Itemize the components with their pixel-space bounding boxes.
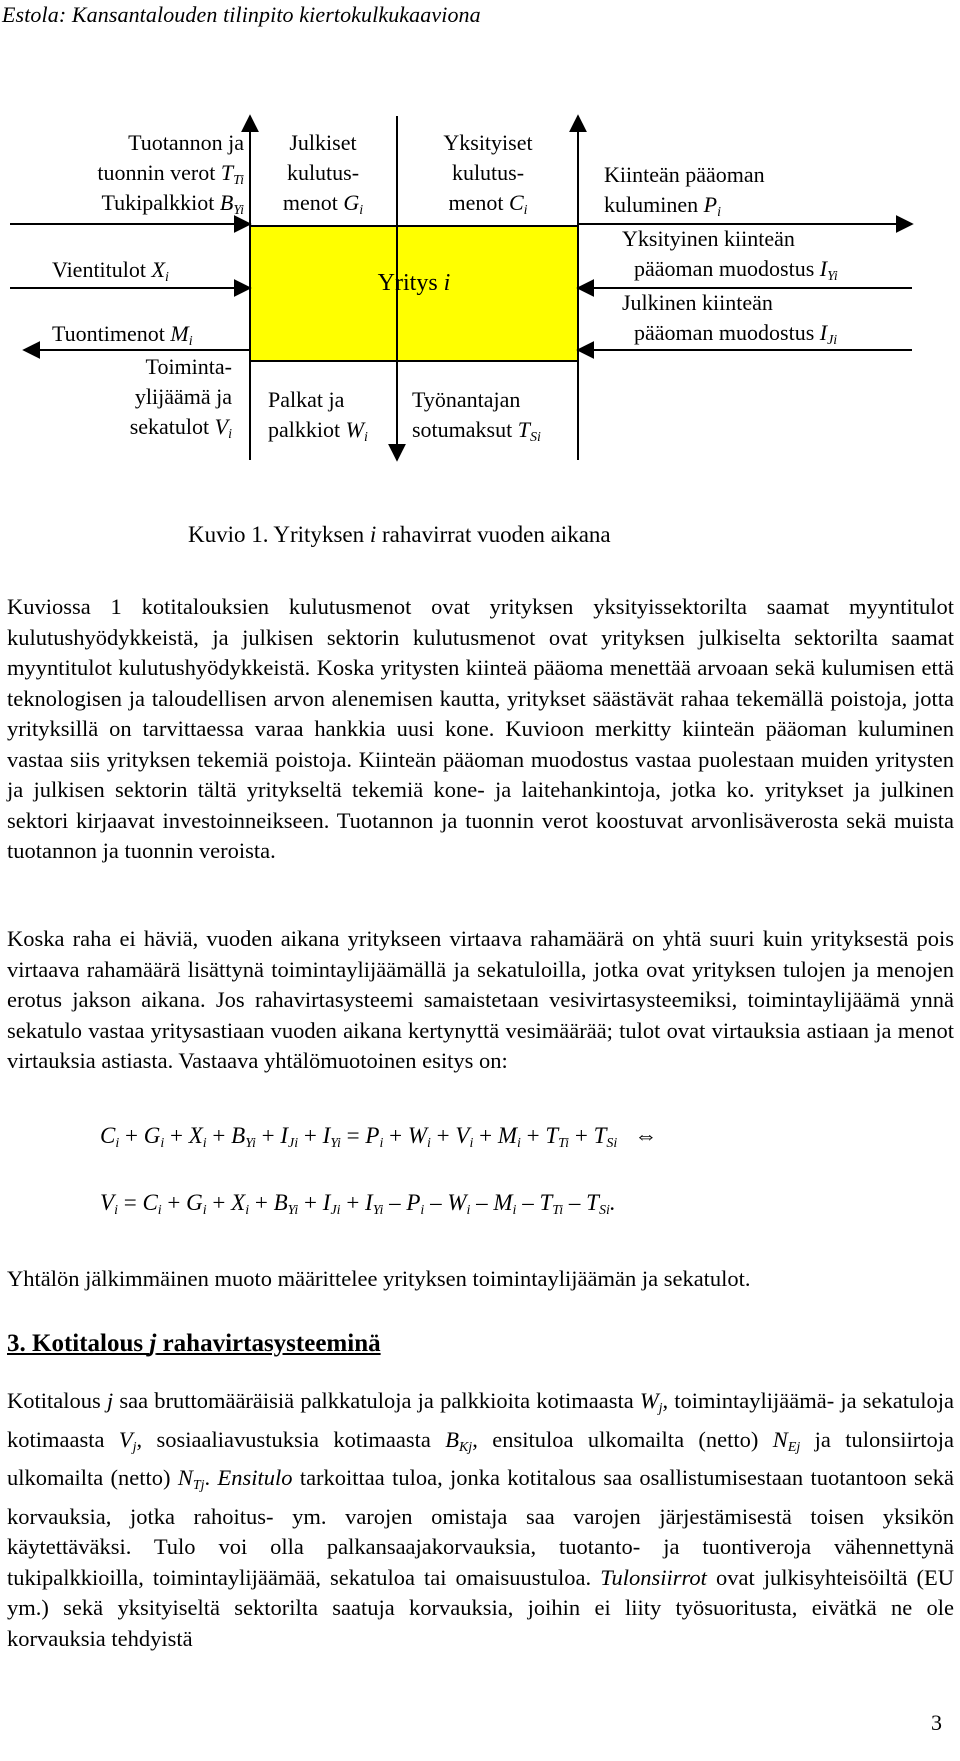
paragraph-4: Kotitalous j saa bruttomääräisiä palkkatuloja ja palkkioita kotimaasta $W_j$, toimintaylijäämä- ja sekatuloja kotimaasta $V_j$, sosiaaliavustuksia kotimaasta $B_{Kj}$, ensituloa ulkomailta (netto) $N_{Ej}$ ja tulonsiirtoja ulkomailta (netto) $N_{Tj}$. Ensitulo tarkoittaa tuloa, jonka kotitalous saa osallistumisestaan tuotantoon sekä korvauksia, jotka rahoitus- ym. varojen omistaja saa varojen järjestämisestä toisen yksikön käytettäväksi. Tulo voi olla palkansaajakorvauksia, tuotanto- ja tuontiveroja vähennettynä tukipalkkioilla, toimintaylijäämää, sekatuloa tai omaisuustuloa. Tulonsiirrot ovat julkisyhteisöiltä (EU ym.) sekä yksityiseltä sektorilta saatuja korvauksia, joihin ei liity työsuoritusta, eivätkä ne ole korvauksia tehdyistä [7, 1388, 955, 1651]
import-label: Tuontimenot $M_i$ [52, 321, 193, 349]
tax-label: Tuotannon ja tuonnin verot $T_{Ti}$ Tukipalkkiot $B_{Yi}$ [97, 130, 244, 218]
paragraph-1: Kuviossa 1 kotitalouksien kulutusmenot ovat yrityksen yksityissektorilta saamat myyntitulot kulutushyödykkeistä, ja julkisen sektorin kulutusmenot ovat yrityksen julkiselta sektorilta saamat myyntitulot kulutushyödykkeistä. Koska yritysten kiinteä pääoma menettää arvoaan sekä kulumisen että teknologisen ja taloudellisen arvon alenemisen kautta, yritykset säästävät rahaa tekemällä poistoja, jotta yrityksillä on tarvittaessa varaa hankkia uusi kone. Kuvioon merkitty kiinteän pääoman kuluminen vastaa siis yrityksen tekemiä poistoja. Kiinteän pääoman muodostus vastaa puolestaan muiden yritysten ja julkisen sektorin tältä yritykseltä tekemiä kone- ja laitehankintoja, jotka ko. yritykset ja julkinen sektori kirjaavat investoinneikseen. Tuotannon ja tuonnin verot koostuvat arvonlisäverosta sekä muista tuotannon ja tuonnin veroista. [7, 594, 954, 863]
equation-1: $C_i + G_i + X_i + B_{Yi} + I_{Ji} + I_{Yi} = P_i + W_i + V_i + M_i + T_{Ti} + T_{Si}$ ⇔ [100, 1123, 658, 1151]
page-number: 3 [931, 1710, 942, 1735]
export-label: Vientitulot $X_i$ [52, 257, 169, 285]
priv-consumption-label: Yksityiset kulutus- menot $C_i$ [443, 130, 533, 218]
gov-consumption-label: Julkiset kulutus- menot $G_i$ [282, 130, 364, 218]
public-investment-label: Julkinen kiinteän pääoman muodostus $I_{Ji}$ [622, 290, 838, 348]
paragraph-3: Yhtälön jälkimmäinen muoto määrittelee yrityksen toimintaylijäämän ja sekatulot. [7, 1266, 751, 1291]
paragraph-2: Koska raha ei häviä, vuoden aikana yritykseen virtaava rahamäärä on yhtä suuri kuin yrityksestä pois virtaava rahamäärä lisättynä toimintaylijäämällä ja sekatuloilla, jotka ovat yrityksen tulojen ja menojen erotus jakson aikana. Jos rahavirtasysteemi samaistetaan vesivirtasysteemiksi, toimintaylijäämä ynnä sekatulo vastaa yritysastiaan vuoden aikana kertynyttä vesimäärää; tulot ovat virtauksia astiaan ja menot virtauksia astiasta. Vastaava yhtälömuotoinen esitys on: [7, 926, 954, 1073]
wage-label: Palkat ja palkkiot $W_i$ [268, 387, 368, 445]
running-header: Estola: Kansantalouden tilinpito kiertokulkukaaviona [2, 2, 481, 27]
private-investment-label: Yksityinen kiinteän pääoman muodostus $I_{Yi}$ [622, 226, 838, 284]
center-label: Yritys i [377, 270, 451, 296]
equation-2: $V_i = C_i + G_i + X_i + B_{Yi} + I_{Ji} + I_{Yi} - P_i - W_i - M_i - T_{Ti} - T_{Si}$. [100, 1190, 616, 1218]
depreciation-label: Kiinteän pääoman kuluminen $P_i$ [604, 162, 765, 220]
section-heading: 3. Kotitalous j rahavirtasysteeminä [7, 1330, 381, 1357]
figure-caption: Kuvio 1. Yrityksen i rahavirrat vuoden aikana [188, 522, 611, 547]
equivalence-icon: ⇔ [634, 1123, 658, 1148]
surplus-label: Toiminta- ylijäämä ja sekatulot $V_i$ [129, 354, 232, 442]
employer-label: Työnantajan sotumaksut $T_{Si}$ [412, 387, 541, 445]
